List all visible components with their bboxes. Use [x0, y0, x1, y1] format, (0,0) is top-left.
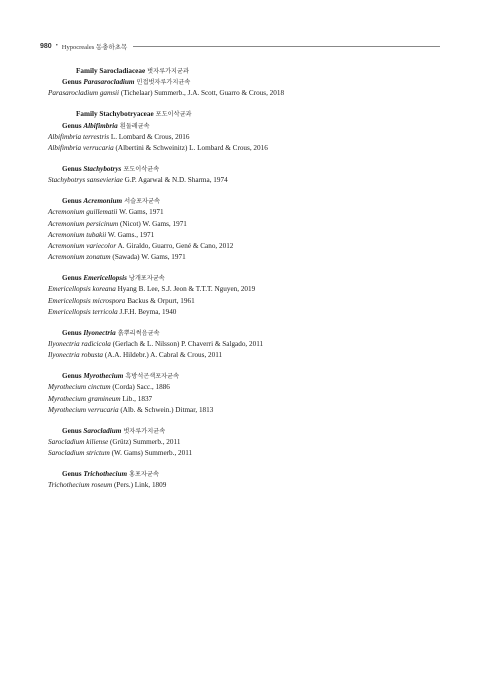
genus-heading	[48, 469, 428, 480]
species-name: Acremonium tubakii	[48, 230, 107, 239]
korean-name: 민접벗자루가지균속	[136, 79, 191, 87]
species-authority: (Corda) Sacc., 1886	[112, 383, 170, 392]
genus-heading	[48, 196, 428, 207]
species-authority: (Grütz) Summerb., 2011	[110, 438, 181, 447]
species-authority: (Pers.) Link, 1809	[114, 481, 167, 490]
taxon-section	[48, 66, 428, 100]
genus-name: Acremonium	[83, 197, 123, 206]
species-entry	[48, 88, 428, 99]
species-name: Myrothecium gramineum	[48, 394, 121, 403]
genus-name: Albifimbria	[83, 121, 118, 130]
page-header	[40, 40, 440, 52]
korean-name: 낭개포자균속	[128, 275, 165, 283]
species-name: Parasarocladium gamsii	[48, 89, 120, 98]
rank-label: Genus	[62, 328, 82, 337]
species-name: Myrothecium verrucaria	[48, 405, 119, 414]
korean-name: 흙뿌리썩음균속	[117, 329, 160, 337]
species-authority: Backus & Orpurt, 1961	[127, 296, 195, 305]
rank-label: Genus	[62, 121, 82, 130]
species-name: Emericellopsis koreana	[48, 285, 116, 294]
taxon-section	[48, 426, 428, 460]
genus-heading	[48, 426, 428, 437]
species-name: Stachybotrys sansevieriae	[48, 176, 123, 185]
genus-name: Emericellopsis	[83, 274, 127, 283]
species-entry	[48, 448, 428, 459]
rank-label: Genus	[62, 372, 82, 381]
korean-name: 벗자루가지균속	[123, 427, 166, 435]
taxon-section	[48, 328, 428, 362]
header-rule	[133, 46, 440, 47]
genus-heading	[48, 121, 428, 132]
rank-label: Genus	[62, 78, 82, 87]
species-entry	[48, 241, 428, 252]
species-entry	[48, 143, 428, 154]
rank-label: Genus	[62, 426, 82, 435]
taxon-section	[48, 164, 428, 186]
species-entry	[48, 307, 428, 318]
species-name: Ilyonectria radicicola	[48, 340, 111, 349]
species-entry	[48, 230, 428, 241]
species-name: Acremonium persicinum	[48, 219, 119, 228]
korean-name: 흰둘레균속	[119, 122, 150, 130]
korean-name: 포도이삭균과	[155, 111, 192, 119]
korean-name: 벗자루가지균과	[147, 68, 189, 75]
species-entry	[48, 339, 428, 350]
species-entry	[48, 437, 428, 448]
species-authority: (Alb. & Schwein.) Ditmar, 1813	[120, 405, 214, 414]
family-name: Stachybotryaceae	[99, 110, 154, 119]
species-authority: (Albertini & Schweinitz) L. Lombard & Crous, 2016	[115, 144, 268, 153]
page-number: 980	[40, 42, 52, 50]
species-authority: W. Gams., 1971	[107, 230, 155, 239]
species-authority: G.P. Agarwal & N.D. Sharma, 1974	[124, 176, 228, 185]
family-name: Sarocladiaceae	[99, 67, 146, 75]
genus-heading	[48, 328, 428, 339]
taxon-section	[48, 109, 428, 154]
species-authority: J.F.H. Beyma, 1940	[119, 307, 177, 316]
genus-heading	[48, 371, 428, 382]
genus-name: Myrothecium	[83, 372, 124, 381]
rank-label: Genus	[62, 274, 82, 283]
genus-name: Stachybotrys	[83, 165, 122, 174]
species-authority: Hyang B. Lee, S.J. Jeon & T.T.T. Nguyen, 2019	[117, 285, 256, 294]
taxon-section	[48, 273, 428, 318]
genus-name: Trichothecium	[83, 470, 128, 479]
rank-label: Genus	[62, 470, 82, 479]
species-name: Acremonium zonatum	[48, 253, 111, 262]
species-entry	[48, 382, 428, 393]
family-heading	[48, 66, 428, 77]
species-entry	[48, 132, 428, 143]
genus-heading	[48, 164, 428, 175]
species-authority: (Sawada) W. Gams, 1971	[112, 253, 186, 262]
genus-heading	[48, 273, 428, 284]
species-name: Myrothecium cinctum	[48, 383, 111, 392]
korean-name: 홍포자균속	[129, 471, 159, 479]
rank-label: Genus	[62, 197, 82, 206]
species-authority: (Gerlach & L. Nilsson) P. Chaverri & Salgado, 2011	[112, 340, 264, 349]
genus-name: Sarocladium	[83, 426, 122, 435]
header-separator: •	[55, 43, 58, 49]
species-authority: (Nicot) W. Gams, 1971	[120, 219, 187, 228]
korean-name: 포도이삭균속	[123, 166, 160, 174]
genus-name: Parasarocladium	[83, 78, 135, 87]
taxon-section	[48, 469, 428, 491]
species-authority: (W. Gams) Summerb., 2011	[111, 449, 193, 458]
species-authority: A. Giraldo, Guarro, Gené & Cano, 2012	[117, 242, 234, 251]
species-entry	[48, 350, 428, 361]
rank-label: Family	[76, 67, 98, 75]
korean-name: 서슬포자균속	[124, 198, 160, 206]
species-name: Acremonium variecolor	[48, 242, 117, 251]
rank-label: Family	[76, 110, 98, 119]
species-authority: L. Lombard & Crous, 2016	[110, 132, 190, 141]
species-name: Ilyonectria robusta	[48, 351, 104, 360]
species-name: Emericellopsis microspora	[48, 296, 126, 305]
species-name: Acremonium guillematii	[48, 208, 118, 217]
species-entry	[48, 296, 428, 307]
species-entry	[48, 219, 428, 230]
korean-name: 흑방석곤색포자균속	[125, 373, 180, 381]
genus-name: Ilyonectria	[83, 328, 116, 337]
taxon-section	[48, 371, 428, 416]
rank-label: Genus	[62, 165, 82, 174]
species-entry	[48, 480, 428, 491]
species-authority: (A.A. Hildebr.) A. Cabral & Crous, 2011	[104, 351, 223, 360]
species-name: Sarocladium strictum	[48, 449, 110, 458]
taxon-section	[48, 196, 428, 263]
species-name: Sarocladium kiliense	[48, 438, 109, 447]
species-entry	[48, 284, 428, 295]
species-name: Albifimbria verrucaria	[48, 144, 114, 153]
species-entry	[48, 394, 428, 405]
species-entry	[48, 207, 428, 218]
species-name: Albifimbria terrestris	[48, 132, 110, 141]
species-entry	[48, 175, 428, 186]
species-authority: (Tichelaar) Summerb., J.A. Scott, Guarro & Crous, 2018	[120, 89, 285, 98]
species-authority: W. Gams, 1971	[119, 208, 164, 217]
running-title: Hypocreales 동충하초목	[61, 43, 128, 51]
species-name: Trichothecium roseum	[48, 481, 113, 490]
species-name: Emericellopsis terricola	[48, 307, 118, 316]
taxonomy-list	[48, 66, 428, 501]
species-authority: Lib., 1837	[122, 394, 153, 403]
species-entry	[48, 252, 428, 263]
family-heading	[48, 109, 428, 120]
genus-heading	[48, 77, 428, 88]
species-entry	[48, 405, 428, 416]
